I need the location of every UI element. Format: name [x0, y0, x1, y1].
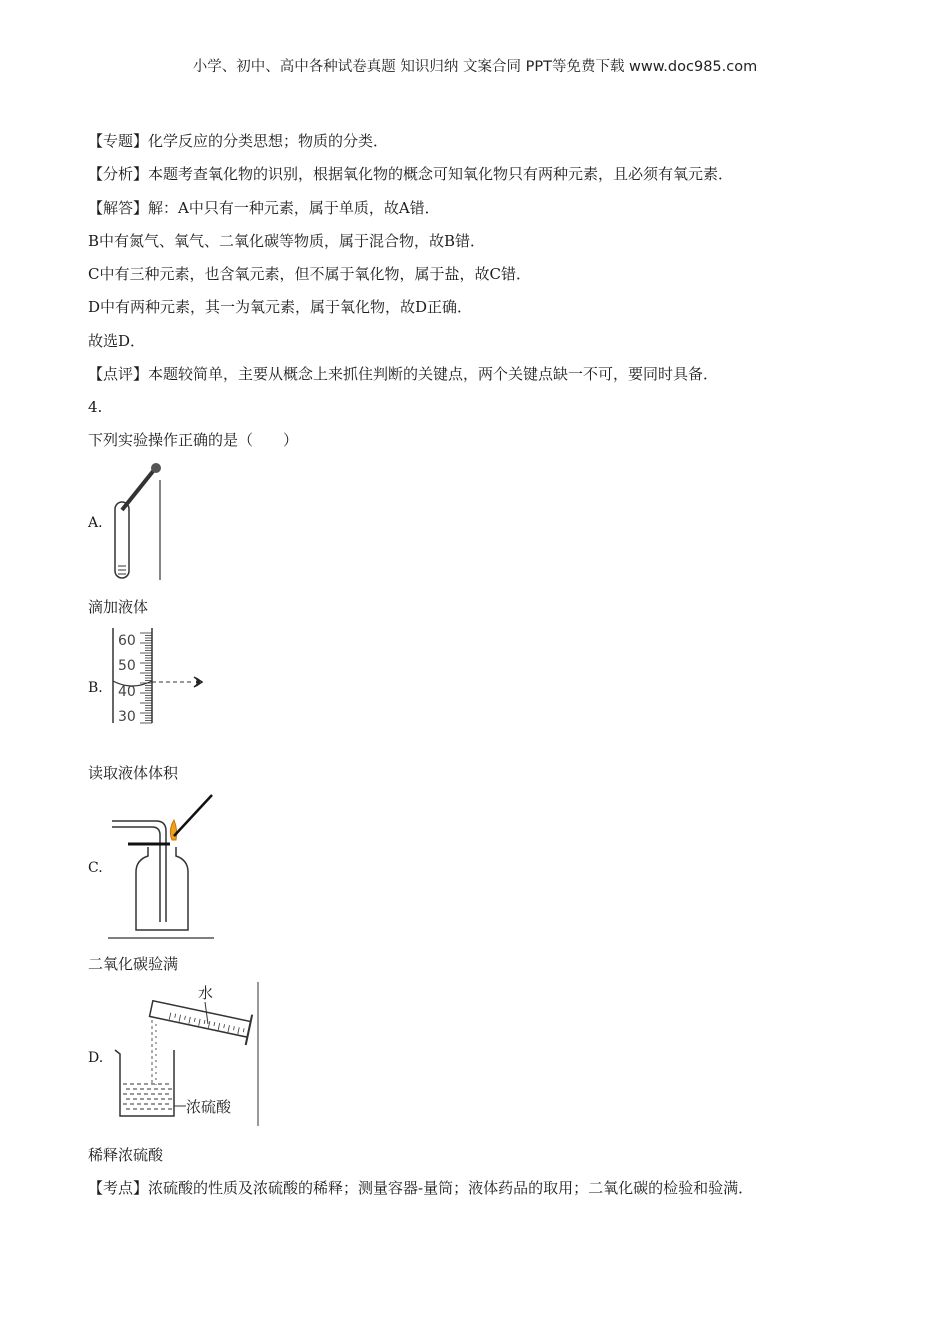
kaodian-tag: 【考点】: [88, 1179, 149, 1197]
analysis-line: [88, 164, 733, 184]
kaodian-line: [88, 1178, 753, 1198]
option-a-caption: 滴加液体: [88, 598, 149, 616]
kaodian-text: 浓硫酸的性质及浓硫酸的稀释；测量容器-量筒；液体药品的取用；二氧化碳的检验和验满．: [148, 1179, 754, 1197]
analysis-tag: 【分析】: [88, 165, 149, 183]
tick-mark: [175, 1014, 176, 1018]
beaker: [115, 1050, 174, 1116]
tick-mark: [199, 1019, 200, 1026]
answer-tag: 【解答】: [88, 199, 149, 217]
comment-line: [88, 364, 718, 384]
answer-text: 解：A中只有一种元素，属于单质，故A错．: [148, 199, 440, 217]
option-b-caption: 读取液体体积: [88, 764, 179, 782]
tick-mark: [234, 1026, 235, 1030]
tick-mark: [208, 1021, 209, 1028]
scale-50: 50: [118, 658, 136, 674]
water-label: 水: [198, 984, 214, 1002]
tick-mark: [189, 1017, 190, 1024]
dilute-acid-figure: [110, 980, 262, 1128]
tick-mark: [214, 1022, 215, 1026]
topic-line: [88, 131, 388, 151]
tick-mark: [224, 1024, 225, 1028]
choice-line: 故选D．: [88, 332, 146, 350]
option-c-caption: 二氧化碳验满: [88, 955, 179, 973]
dropper-bulb: [151, 463, 161, 473]
gas-bottle: [136, 847, 188, 930]
tick-mark: [238, 1027, 239, 1034]
option-c-label: C.: [88, 860, 103, 876]
delivery-tube-outer: [112, 821, 166, 922]
answer-c-line: C中有三种元素，也含氧元素，但不属于氧化物，属于盐，故C错．: [88, 265, 531, 283]
tick-mark: [243, 1028, 244, 1032]
page-header: 小学、初中、高中各种试卷真题 知识归纳 文案合同 PPT等免费下载 www.doc985.com: [192, 59, 758, 75]
option-d-caption: 稀释浓硫酸: [88, 1146, 164, 1164]
tick-mark: [228, 1025, 229, 1032]
comment-text: 本题较简单，主要从概念上来抓住判断的关键点，两个关键点缺一不可，要同时具备．: [148, 365, 719, 383]
question-number: 4.: [88, 398, 103, 416]
test-tube: [115, 502, 129, 578]
cylinder-ticks: [140, 633, 152, 723]
dropper: [122, 470, 154, 510]
flame-icon: [170, 820, 176, 840]
co2-check-figure: [108, 790, 218, 942]
option-d-label: D.: [88, 1050, 104, 1066]
option-a-label: A.: [88, 515, 103, 531]
burning-stick: [174, 795, 212, 836]
acid-label: 浓硫酸: [186, 1098, 232, 1116]
analysis-text: 本题考查氧化物的识别，根据氧化物的概念可知氧化物只有两种元素，且必须有氧元素．: [148, 165, 734, 183]
tick-mark: [204, 1020, 205, 1024]
tick-mark: [185, 1016, 186, 1020]
tick-mark: [194, 1018, 195, 1022]
tick-mark: [218, 1023, 219, 1030]
tick-mark: [179, 1015, 180, 1022]
question-stem: 下列实验操作正确的是（ ）: [88, 431, 299, 449]
acid-liquid: [123, 1084, 172, 1109]
dropper-figure: [110, 460, 170, 585]
topic-tag: 【专题】: [88, 132, 149, 150]
cylinder-reading-figure: [110, 625, 215, 725]
scale-40: 40: [118, 684, 136, 700]
scale-60: 60: [118, 633, 136, 649]
answer-line: [88, 198, 440, 218]
comment-tag: 【点评】: [88, 365, 149, 383]
cylinder-base: [246, 1015, 252, 1045]
topic-text: 化学反应的分类思想；物质的分类．: [148, 132, 389, 150]
option-b-label: B.: [88, 680, 103, 696]
scale-30: 30: [118, 709, 136, 725]
answer-d-line: D中有两种元素，其一为氧元素，属于氧化物，故D正确．: [88, 298, 473, 316]
tick-mark: [169, 1013, 170, 1020]
answer-b-line: B中有氮气、氧气、二氧化碳等物质，属于混合物，故B错．: [88, 232, 486, 250]
